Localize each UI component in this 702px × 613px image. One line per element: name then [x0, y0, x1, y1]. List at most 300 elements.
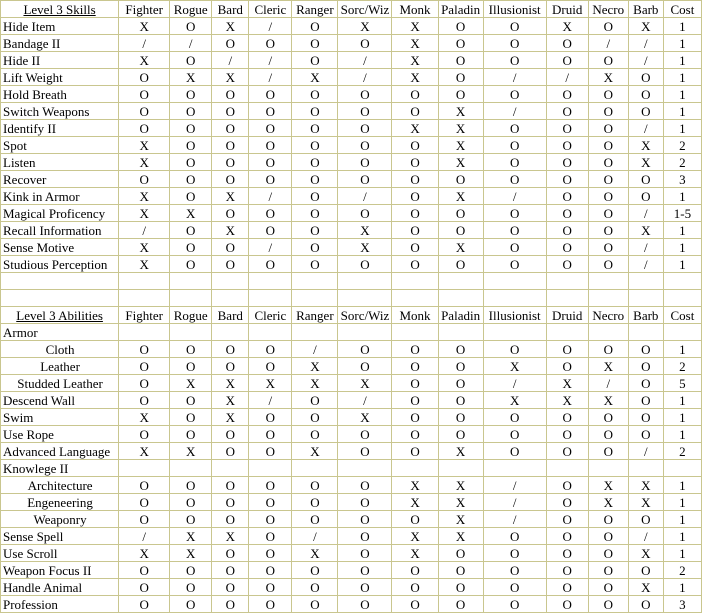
skill-name-cell: Sense Spell [1, 528, 119, 545]
spacer-row [1, 273, 702, 290]
table-row [1, 103, 702, 120]
value-cell: X [438, 120, 483, 137]
value-cell: O [588, 562, 628, 579]
value-cell: O [170, 103, 212, 120]
value-cell: O [292, 35, 338, 52]
column-header: Sorc/Wiz [338, 1, 392, 18]
column-header: Paladin [438, 307, 483, 324]
value-cell: X [483, 358, 546, 375]
skill-name-cell: Recall Information [1, 222, 119, 239]
column-header: Paladin [438, 1, 483, 18]
value-cell: O [249, 443, 292, 460]
value-cell: O [119, 86, 170, 103]
value-cell: O [119, 171, 170, 188]
value-cell: O [392, 596, 438, 613]
value-cell: 1-5 [663, 205, 701, 222]
value-cell: O [338, 103, 392, 120]
value-cell: O [170, 596, 212, 613]
value-cell: O [628, 392, 663, 409]
value-cell: X [292, 443, 338, 460]
spacer-cell [249, 273, 292, 290]
value-cell: X [438, 443, 483, 460]
value-cell: O [546, 409, 588, 426]
spacer-cell [119, 290, 170, 307]
column-header: Monk [392, 1, 438, 18]
value-cell: / [628, 205, 663, 222]
value-cell: O [212, 426, 249, 443]
table-row [1, 205, 702, 222]
value-cell [588, 460, 628, 477]
value-cell: O [392, 409, 438, 426]
value-cell: 1 [663, 222, 701, 239]
value-cell: / [628, 120, 663, 137]
value-cell: / [588, 35, 628, 52]
table-row [1, 443, 702, 460]
value-cell: O [546, 188, 588, 205]
column-header: Fighter [119, 307, 170, 324]
value-cell: O [119, 103, 170, 120]
table-row [1, 35, 702, 52]
value-cell: 1 [663, 86, 701, 103]
table-row [1, 528, 702, 545]
skill-name-cell: Magical Proficency [1, 205, 119, 222]
value-cell: O [392, 137, 438, 154]
value-cell: 1 [663, 69, 701, 86]
column-header: Cost [663, 1, 701, 18]
value-cell: O [588, 256, 628, 273]
value-cell: O [588, 341, 628, 358]
value-cell: / [483, 69, 546, 86]
value-cell: O [438, 545, 483, 562]
value-cell: X [212, 528, 249, 545]
value-cell: O [292, 409, 338, 426]
value-cell: O [249, 35, 292, 52]
value-cell: O [546, 171, 588, 188]
value-cell: O [588, 222, 628, 239]
table-row [1, 324, 702, 341]
value-cell: O [392, 103, 438, 120]
spacer-cell [170, 290, 212, 307]
value-cell: O [588, 596, 628, 613]
value-cell: O [483, 579, 546, 596]
value-cell: O [338, 171, 392, 188]
value-cell: O [483, 171, 546, 188]
value-cell: O [170, 86, 212, 103]
section-title: Level 3 Skills [1, 1, 119, 18]
value-cell: O [338, 528, 392, 545]
column-header: Rogue [170, 307, 212, 324]
value-cell: X [392, 69, 438, 86]
value-cell: O [212, 358, 249, 375]
spacer-cell [392, 290, 438, 307]
value-cell: O [483, 443, 546, 460]
value-cell: X [392, 52, 438, 69]
value-cell: O [483, 426, 546, 443]
value-cell: O [438, 579, 483, 596]
value-cell: O [483, 545, 546, 562]
value-cell: X [628, 545, 663, 562]
value-cell: O [170, 239, 212, 256]
value-cell: X [588, 69, 628, 86]
value-cell: O [249, 562, 292, 579]
value-cell: O [292, 86, 338, 103]
section-header-row [1, 307, 702, 324]
value-cell: O [628, 596, 663, 613]
value-cell: O [483, 52, 546, 69]
table-row [1, 494, 702, 511]
value-cell: 2 [663, 137, 701, 154]
spacer-cell [338, 273, 392, 290]
table-row [1, 86, 702, 103]
value-cell [249, 324, 292, 341]
skill-name-cell: Knowlege II [1, 460, 119, 477]
value-cell: O [546, 120, 588, 137]
value-cell: O [338, 426, 392, 443]
value-cell: O [546, 443, 588, 460]
value-cell: X [212, 69, 249, 86]
value-cell: O [338, 154, 392, 171]
value-cell: O [249, 222, 292, 239]
table-row [1, 477, 702, 494]
spacer-cell [170, 273, 212, 290]
skill-name-cell: Profession [1, 596, 119, 613]
value-cell: O [338, 120, 392, 137]
value-cell: O [249, 86, 292, 103]
value-cell: 1 [663, 188, 701, 205]
spacer-cell [119, 273, 170, 290]
value-cell: X [438, 477, 483, 494]
value-cell: X [119, 154, 170, 171]
skill-name-cell: Studious Perception [1, 256, 119, 273]
value-cell: O [338, 579, 392, 596]
value-cell: X [292, 358, 338, 375]
value-cell [392, 460, 438, 477]
value-cell: O [338, 256, 392, 273]
value-cell: / [292, 341, 338, 358]
value-cell: O [338, 477, 392, 494]
value-cell: 1 [663, 52, 701, 69]
value-cell: O [170, 154, 212, 171]
value-cell: / [588, 375, 628, 392]
spacer-cell [546, 273, 588, 290]
table-row [1, 562, 702, 579]
value-cell: O [249, 579, 292, 596]
value-cell: 1 [663, 545, 701, 562]
value-cell: X [392, 494, 438, 511]
value-cell: O [212, 154, 249, 171]
value-cell: O [119, 562, 170, 579]
value-cell: O [588, 18, 628, 35]
spacer-cell [628, 273, 663, 290]
value-cell: O [628, 171, 663, 188]
table-row [1, 69, 702, 86]
spacer-cell [292, 290, 338, 307]
value-cell: 3 [663, 171, 701, 188]
value-cell [119, 460, 170, 477]
value-cell: 1 [663, 494, 701, 511]
value-cell: / [483, 188, 546, 205]
spacer-cell [483, 290, 546, 307]
spacer-cell [212, 290, 249, 307]
value-cell: / [628, 52, 663, 69]
value-cell: O [546, 579, 588, 596]
value-cell: O [212, 511, 249, 528]
value-cell: O [628, 358, 663, 375]
value-cell: O [292, 426, 338, 443]
value-cell: O [119, 358, 170, 375]
value-cell: O [338, 35, 392, 52]
value-cell: O [119, 392, 170, 409]
skill-name-cell: Armor [1, 324, 119, 341]
column-header: Necro [588, 307, 628, 324]
value-cell [292, 324, 338, 341]
spacer-cell [628, 290, 663, 307]
value-cell: O [438, 341, 483, 358]
value-cell: X [588, 358, 628, 375]
table-row [1, 256, 702, 273]
value-cell: O [438, 171, 483, 188]
column-header: Ranger [292, 1, 338, 18]
value-cell: O [546, 222, 588, 239]
value-cell: O [483, 528, 546, 545]
value-cell: X [170, 545, 212, 562]
value-cell [249, 460, 292, 477]
value-cell: X [338, 409, 392, 426]
value-cell: X [212, 188, 249, 205]
value-cell: O [249, 256, 292, 273]
skill-name-cell: Swim [1, 409, 119, 426]
value-cell: O [588, 154, 628, 171]
value-cell: O [212, 171, 249, 188]
value-cell: / [119, 222, 170, 239]
table-row [1, 120, 702, 137]
value-cell: X [119, 409, 170, 426]
value-cell: X [546, 375, 588, 392]
value-cell: O [249, 596, 292, 613]
value-cell: X [338, 18, 392, 35]
value-cell: / [338, 69, 392, 86]
value-cell: X [628, 222, 663, 239]
value-cell: X [119, 545, 170, 562]
value-cell: 3 [663, 596, 701, 613]
value-cell: O [546, 562, 588, 579]
value-cell: O [119, 69, 170, 86]
value-cell: 1 [663, 528, 701, 545]
spacer-cell [663, 273, 701, 290]
skill-name-cell: Weaponry [1, 511, 119, 528]
table-row [1, 52, 702, 69]
table-row [1, 188, 702, 205]
value-cell: O [249, 426, 292, 443]
value-cell: O [588, 103, 628, 120]
spacer-cell [212, 273, 249, 290]
value-cell: O [546, 239, 588, 256]
value-cell: O [249, 137, 292, 154]
skill-name-cell: Kink in Armor [1, 188, 119, 205]
value-cell: O [588, 137, 628, 154]
value-cell: O [438, 392, 483, 409]
value-cell: / [249, 392, 292, 409]
table-row [1, 392, 702, 409]
value-cell: / [119, 35, 170, 52]
table-row [1, 239, 702, 256]
value-cell: 1 [663, 103, 701, 120]
value-cell: O [119, 596, 170, 613]
value-cell: X [119, 443, 170, 460]
value-cell: O [338, 358, 392, 375]
value-cell: O [212, 137, 249, 154]
value-cell [338, 324, 392, 341]
value-cell: O [392, 239, 438, 256]
value-cell [338, 460, 392, 477]
spacer-cell [338, 290, 392, 307]
value-cell: O [249, 545, 292, 562]
value-cell: X [392, 120, 438, 137]
skill-name-cell: Switch Weapons [1, 103, 119, 120]
value-cell: O [588, 52, 628, 69]
value-cell: O [292, 205, 338, 222]
table-row [1, 375, 702, 392]
value-cell: O [392, 443, 438, 460]
column-header: Illusionist [483, 307, 546, 324]
value-cell: O [170, 426, 212, 443]
value-cell: O [249, 528, 292, 545]
value-cell: O [212, 341, 249, 358]
table-row [1, 358, 702, 375]
value-cell: O [438, 52, 483, 69]
skills-table-body [1, 1, 702, 613]
value-cell: O [628, 69, 663, 86]
value-cell: / [249, 69, 292, 86]
value-cell: X [119, 188, 170, 205]
value-cell: O [546, 426, 588, 443]
value-cell: / [628, 256, 663, 273]
value-cell: O [438, 18, 483, 35]
value-cell: O [483, 409, 546, 426]
value-cell: O [292, 392, 338, 409]
value-cell: O [119, 120, 170, 137]
value-cell: X [392, 545, 438, 562]
value-cell: O [212, 596, 249, 613]
value-cell: O [170, 494, 212, 511]
value-cell: O [438, 426, 483, 443]
value-cell: O [249, 171, 292, 188]
value-cell: 2 [663, 358, 701, 375]
value-cell: X [392, 35, 438, 52]
value-cell: / [249, 18, 292, 35]
table-row [1, 137, 702, 154]
value-cell: O [483, 341, 546, 358]
value-cell: O [546, 477, 588, 494]
value-cell: O [170, 477, 212, 494]
skill-name-cell: Handle Animal [1, 579, 119, 596]
value-cell: / [338, 52, 392, 69]
value-cell: X [392, 477, 438, 494]
value-cell: 5 [663, 375, 701, 392]
value-cell: X [588, 477, 628, 494]
value-cell: O [392, 579, 438, 596]
column-header: Fighter [119, 1, 170, 18]
value-cell: X [628, 18, 663, 35]
value-cell [663, 324, 701, 341]
value-cell: O [170, 188, 212, 205]
value-cell: O [170, 222, 212, 239]
value-cell: X [119, 137, 170, 154]
value-cell: O [338, 205, 392, 222]
value-cell: O [438, 205, 483, 222]
skill-name-cell: Descend Wall [1, 392, 119, 409]
skill-name-cell: Leather [1, 358, 119, 375]
spacer-cell [588, 273, 628, 290]
value-cell: X [212, 222, 249, 239]
value-cell: O [392, 375, 438, 392]
value-cell: O [483, 154, 546, 171]
column-header: Bard [212, 307, 249, 324]
value-cell: O [338, 341, 392, 358]
value-cell: O [483, 120, 546, 137]
value-cell: O [292, 239, 338, 256]
value-cell: O [628, 426, 663, 443]
value-cell: O [546, 154, 588, 171]
value-cell: / [338, 188, 392, 205]
table-row [1, 171, 702, 188]
value-cell: / [483, 103, 546, 120]
value-cell: O [438, 562, 483, 579]
value-cell: O [292, 596, 338, 613]
value-cell: O [249, 103, 292, 120]
value-cell: / [292, 528, 338, 545]
value-cell: X [588, 494, 628, 511]
value-cell: O [483, 205, 546, 222]
value-cell: O [392, 341, 438, 358]
value-cell: X [338, 375, 392, 392]
value-cell: X [438, 137, 483, 154]
value-cell [546, 460, 588, 477]
value-cell: X [438, 239, 483, 256]
section-title: Level 3 Abilities [1, 307, 119, 324]
value-cell: O [588, 409, 628, 426]
value-cell: O [546, 205, 588, 222]
skill-name-cell: Bandage II [1, 35, 119, 52]
value-cell: X [119, 52, 170, 69]
skill-name-cell: Hold Breath [1, 86, 119, 103]
value-cell: O [546, 103, 588, 120]
value-cell: O [170, 358, 212, 375]
value-cell: O [249, 511, 292, 528]
value-cell: O [249, 494, 292, 511]
value-cell: / [628, 443, 663, 460]
value-cell: X [212, 392, 249, 409]
value-cell: O [483, 256, 546, 273]
table-row [1, 341, 702, 358]
skill-name-cell: Sense Motive [1, 239, 119, 256]
value-cell: O [212, 256, 249, 273]
value-cell: O [546, 494, 588, 511]
value-cell: X [292, 545, 338, 562]
value-cell [170, 324, 212, 341]
spacer-cell [392, 273, 438, 290]
skill-name-cell: Weapon Focus II [1, 562, 119, 579]
value-cell: O [438, 69, 483, 86]
column-header: Cleric [249, 1, 292, 18]
value-cell: X [628, 579, 663, 596]
value-cell: O [292, 137, 338, 154]
value-cell: / [546, 69, 588, 86]
value-cell: O [170, 409, 212, 426]
value-cell: O [588, 239, 628, 256]
value-cell: O [292, 477, 338, 494]
value-cell: O [249, 477, 292, 494]
